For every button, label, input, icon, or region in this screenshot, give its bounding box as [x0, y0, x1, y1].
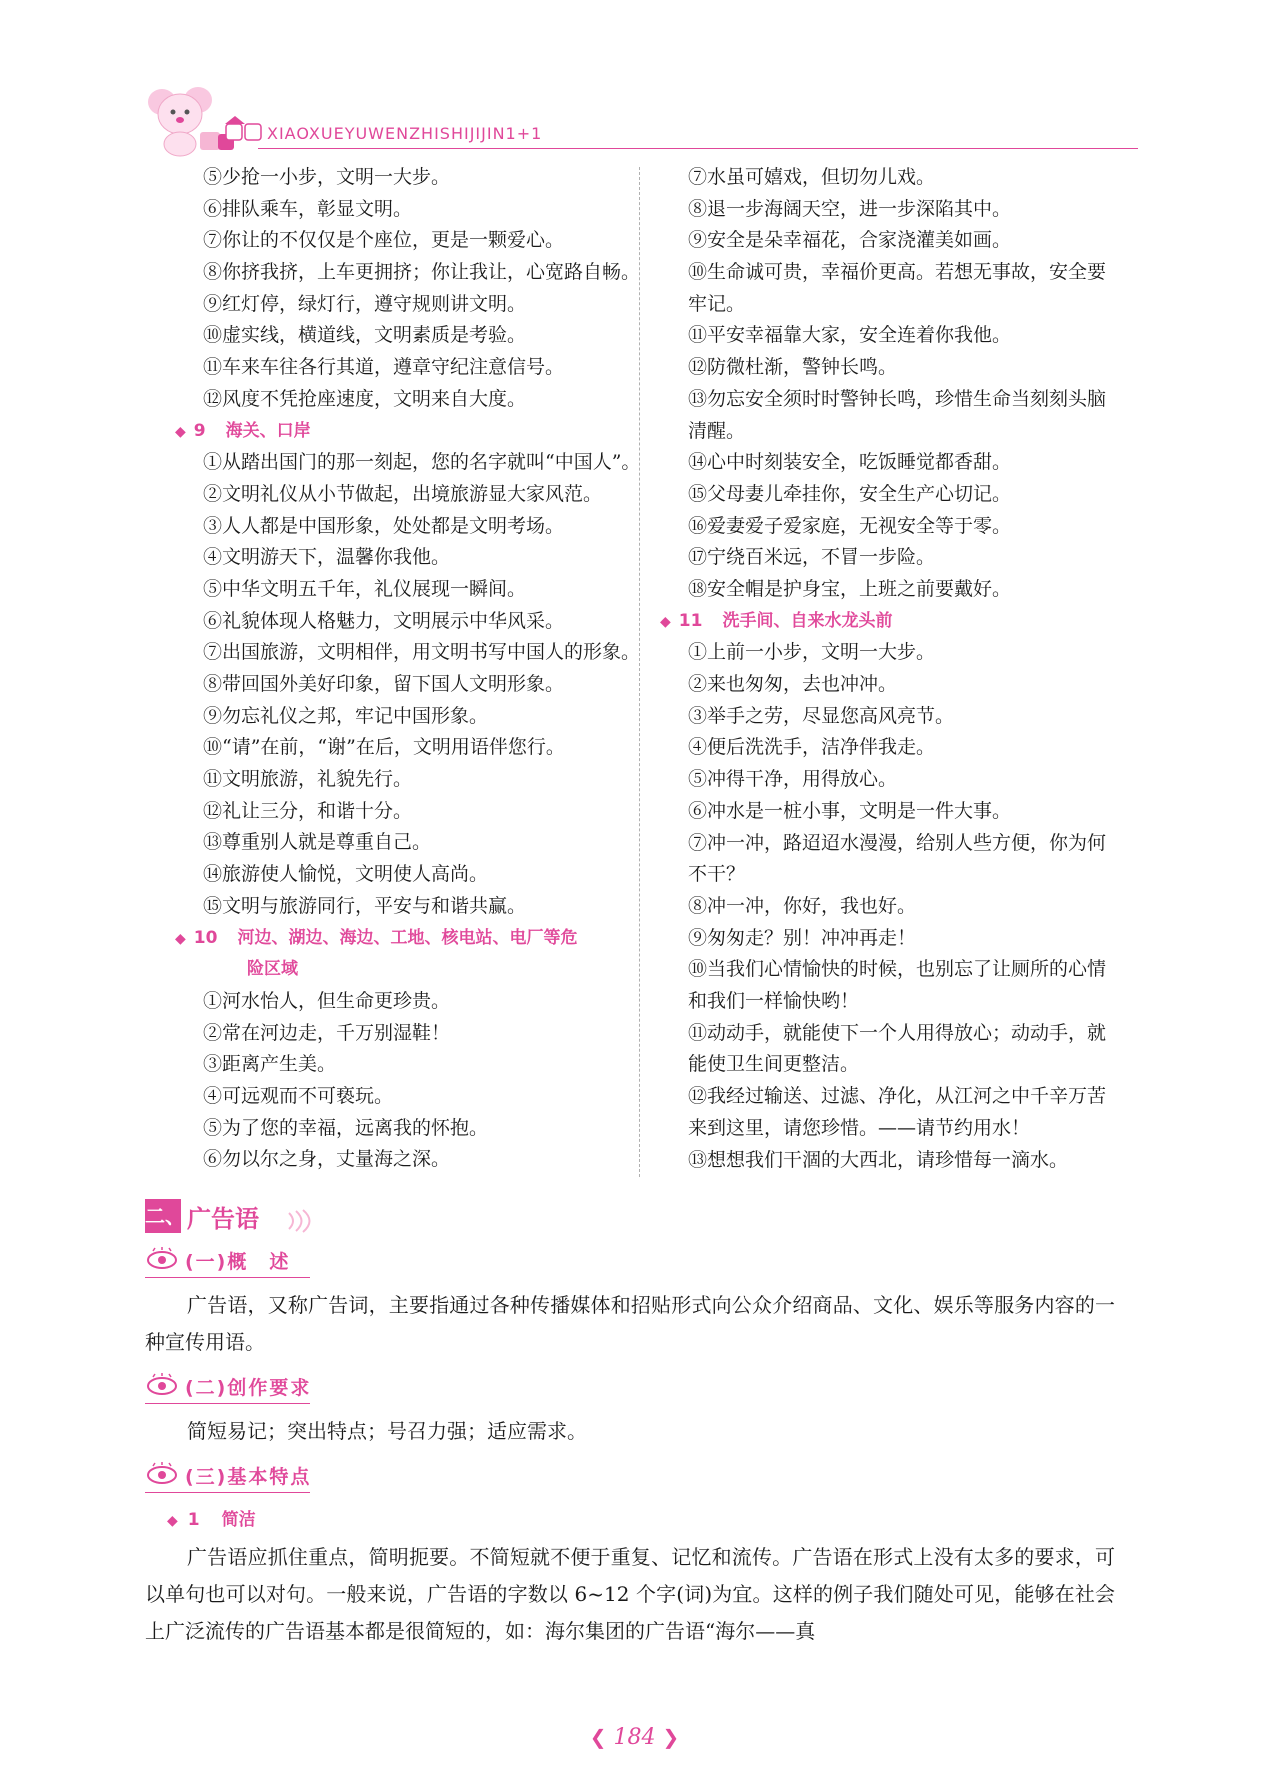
subheading-9: ◆ 9 海关、口岸 — [175, 420, 311, 441]
list-item: ④可远观而不可亵玩。 — [203, 1084, 394, 1107]
features-heading: (三)基本特点 — [145, 1456, 1145, 1502]
overview-heading: (一)概 述 — [145, 1241, 1145, 1287]
diamond-icon: ◆ — [175, 423, 186, 440]
list-item: ⑦你让的不仅仅是个座位，更是一颗爱心。 — [203, 229, 565, 252]
eye-icon — [145, 1462, 179, 1484]
section-advertising — [145, 1195, 1145, 1650]
list-item: ⑨勿忘礼仪之邦，牢记中国形象。 — [203, 704, 489, 727]
list-item: ⑧带回国外美好印象，留下国人文明形象。 — [203, 673, 565, 695]
list-item: ⑱安全帽是护身宝，上班之前要戴好。 — [688, 578, 1012, 600]
list-item: ②来也匆匆，去也冲冲。 — [688, 673, 898, 696]
chevron-right-icon: ❯ — [662, 1725, 680, 1749]
list-item: ⑬想想我们干涸的大西北，请珍惜每一滴水。 — [688, 1148, 1069, 1171]
page-number: ❮ 184 ❯ — [589, 1725, 680, 1750]
subheading-11: ◆ 11 洗手间、自来水龙头前 — [660, 610, 893, 631]
right-column — [660, 162, 1120, 1176]
overview-paragraph: 广告语，又称广告词，主要指通过各种传播媒体和招贴形式向公众介绍商品、文化、娱乐等服务内容的一种宣传用语。 — [145, 1293, 1115, 1354]
eye-icon — [145, 1247, 179, 1269]
list-item: ⑫我经过输送、过滤、净化，从江河之中千辛万苦来到这里，请您珍惜。——请节约用水！ — [688, 1085, 1107, 1139]
subheading-10: ◆ 10 河边、湖边、海边、工地、核电站、电厂等危 — [175, 927, 578, 948]
requirements-heading: (二)创作要求 — [145, 1367, 1145, 1413]
two-column-body — [175, 162, 1135, 1192]
list-item: ⑦水虽可嬉戏，但切勿儿戏。 — [688, 166, 936, 188]
list-item: ⑮文明与旅游同行，平安与和谐共赢。 — [203, 894, 527, 917]
list-item: ⑪文明旅游，礼貌先行。 — [203, 768, 413, 791]
subheading-10-continued: 险区域 — [247, 959, 298, 980]
list-item: ①从踏出国门的那一刻起，您的名字就叫“中国人”。 — [203, 451, 641, 474]
list-item: ⑥排队乘车，彰显文明。 — [203, 197, 413, 220]
list-item: ⑥礼貌体现人格魅力，文明展示中华风采。 — [203, 609, 565, 632]
list-item: ⑫礼让三分，和谐十分。 — [203, 799, 413, 822]
list-item: ⑭心中时刻装安全，吃饭睡觉都香甜。 — [688, 451, 1012, 474]
section-title — [145, 1195, 1145, 1241]
list-item: ⑩当我们心情愉快的时候，也别忘了让厕所的心情和我们一样愉快哟！ — [688, 958, 1107, 1012]
diamond-icon: ◆ — [660, 613, 671, 630]
list-item: ⑬尊重别人就是尊重自己。 — [203, 831, 432, 854]
diamond-icon: ◆ — [175, 930, 186, 947]
list-item: ③举手之劳，尽显您高风亮节。 — [688, 704, 955, 727]
list-item: ⑤中华文明五千年，礼仪展现一瞬间。 — [203, 577, 527, 600]
left-column — [175, 162, 641, 1176]
list-item: ⑨安全是朵幸福花，合家浇灌美如画。 — [688, 229, 1012, 252]
chevron-left-icon: ❮ — [589, 1725, 607, 1749]
list-item: ⑪动动手，就能使下一个人用得放心；动动手，就能使卫生间更整洁。 — [688, 1021, 1107, 1076]
section-number-badge: 二、 — [145, 1199, 181, 1233]
list-item: ③距离产生美。 — [203, 1053, 337, 1076]
section-heading: 广告语 — [187, 1205, 259, 1233]
list-item: ⑦冲一冲，路迢迢水漫漫，给别人些方便，你为何不干？ — [688, 831, 1107, 886]
column-divider — [639, 167, 640, 1177]
list-item: ⑩虚实线，横道线，文明素质是考验。 — [203, 324, 527, 347]
list-item: ⑫风度不凭抢座速度，文明来自大度。 — [203, 387, 527, 410]
list-item: ⑨红灯停，绿灯行，遵守规则讲文明。 — [203, 292, 527, 315]
list-item: ④文明游天下，温馨你我他。 — [203, 546, 451, 569]
feature-1-heading: ◆ 1 简洁 — [167, 1510, 256, 1530]
list-item: ⑩生命诚可贵，幸福价更高。若想无事故，安全要牢记。 — [688, 261, 1107, 315]
list-item: ①河水怡人，但生命更珍贵。 — [203, 989, 451, 1012]
list-item: ⑤少抢一小步，文明一大步。 — [203, 166, 451, 188]
list-item: ⑰宁绕百米远，不冒一步险。 — [688, 546, 936, 569]
page-header — [140, 80, 1140, 160]
list-item: ⑮父母妻儿牵挂你，安全生产心切记。 — [688, 482, 1012, 505]
list-item: ⑤为了您的幸福，远离我的怀抱。 — [203, 1116, 489, 1139]
feature-1-paragraph: 广告语应抓住重点，简明扼要。不简短就不便于重复、记忆和流传。广告语在形式上没有太多的要求，可以单句也可以对句。一般来说，广告语的字数以 6~12 个字(词)为宜。这样的例子我们随处可见，能够在社会上广泛流传的广告语基本都是很简短的，如：海尔集团的广告语“海尔——真 — [145, 1545, 1115, 1643]
list-item: ⑧退一步海阔天空，进一步深陷其中。 — [688, 197, 1012, 220]
list-item: ②文明礼仪从小节做起，出境旅游显大家风范。 — [203, 482, 603, 505]
requirements-paragraph: 简短易记；突出特点；号召力强；适应需求。 — [187, 1419, 587, 1443]
list-item: ⑭旅游使人愉悦，文明使人高尚。 — [203, 863, 489, 886]
list-item: ⑤冲得干净，用得放心。 — [688, 768, 898, 791]
list-item: ⑪平安幸福靠大家，安全连着你我他。 — [688, 324, 1012, 347]
abc-blocks-icon — [225, 116, 265, 142]
list-item: ⑬勿忘安全须时时警钟长鸣，珍惜生命当刻刻头脑清醒。 — [688, 387, 1107, 442]
list-item: ④便后洗洗手，洁净伴我走。 — [688, 736, 936, 759]
diamond-icon: ◆ — [167, 1513, 178, 1529]
list-item: ⑧冲一冲，你好，我也好。 — [688, 894, 917, 917]
list-item: ⑩“请”在前，“谢”在后，文明用语伴您行。 — [203, 736, 565, 759]
list-item: ⑪车来车往各行其道，遵章守纪注意信号。 — [203, 356, 565, 379]
header-title: XIAOXUEYUWENZHISHIJIJIN1+1 — [267, 124, 543, 143]
list-item: ⑨匆匆走？别！冲冲再走！ — [688, 926, 917, 949]
list-item: ③人人都是中国形象，处处都是文明考场。 — [203, 514, 565, 537]
eye-icon — [145, 1373, 179, 1395]
list-item: ①上前一小步，文明一大步。 — [688, 641, 936, 664]
list-item: ⑫防微杜渐，警钟长鸣。 — [688, 356, 898, 379]
list-item: ⑥冲水是一桩小事，文明是一件大事。 — [688, 799, 1012, 822]
header-rule — [258, 148, 1138, 149]
list-item: ⑦出国旅游，文明相伴，用文明书写中国人的形象。 — [203, 641, 641, 664]
list-item: ⑧你挤我挤，上车更拥挤；你让我让，心宽路自畅。 — [203, 261, 641, 284]
list-item: ⑯爱妻爱子爱家庭，无视安全等于零。 — [688, 514, 1012, 537]
signal-waves-icon — [285, 1209, 315, 1233]
list-item: ⑥勿以尔之身，丈量海之深。 — [203, 1148, 451, 1171]
list-item: ②常在河边走，千万别湿鞋！ — [203, 1021, 451, 1044]
